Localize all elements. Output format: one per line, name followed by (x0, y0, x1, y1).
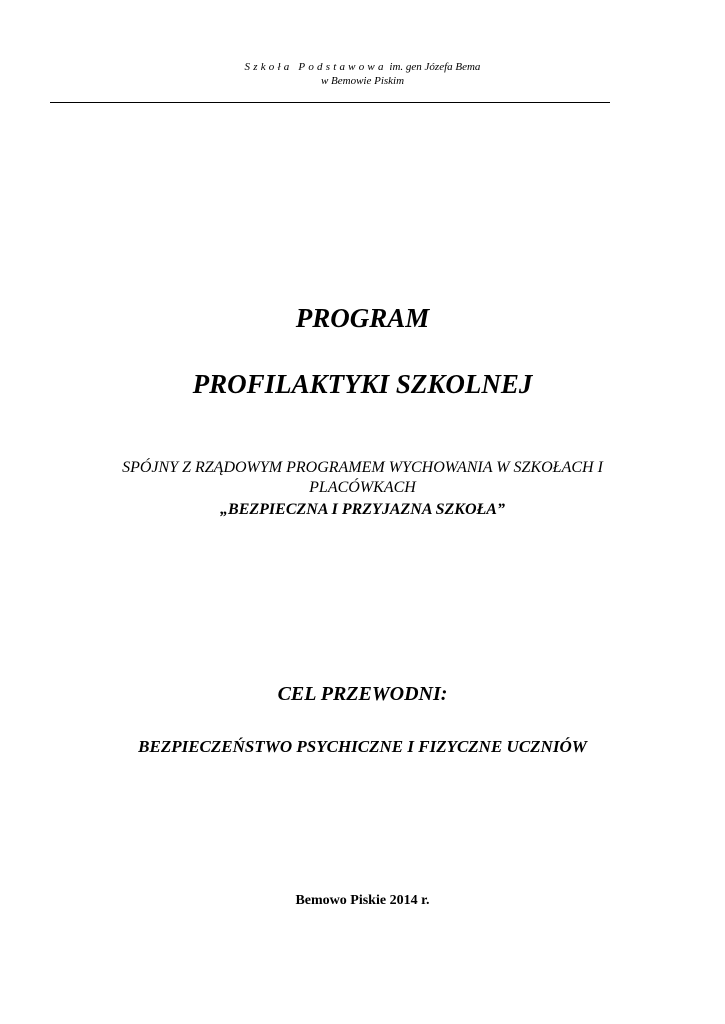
header-school-location: w Bemowie Piskim (320, 75, 405, 87)
document-subtitle: PROFILAKTYKI SZKOLNEJ (192, 369, 533, 399)
place-and-date: Bemowo Piskie 2014 r. (295, 893, 430, 908)
consistency-statement-line1: SPÓJNY Z RZĄDOWYM PROGRAMEM WYCHOWANIA W SZKOŁACH I (122, 459, 603, 476)
government-program-name: „BEZPIECZNA I PRZYJAZNA SZKOŁA” (220, 501, 505, 518)
main-goal-label: CEL PRZEWODNI: (277, 683, 448, 705)
header-school-type: Szkoła Podstawowa (244, 61, 387, 73)
main-goal-text: BEZPIECZEŃSTWO PSYCHICZNE I FIZYCZNE UCZNIÓW (138, 737, 587, 756)
header-school-name (0, 60, 725, 74)
consistency-statement-line2: PLACÓWKACH (309, 479, 416, 496)
document-title: PROGRAM (295, 303, 430, 333)
header-school-patron: im. gen Józefa Bema (386, 61, 481, 73)
header-divider (50, 102, 610, 103)
